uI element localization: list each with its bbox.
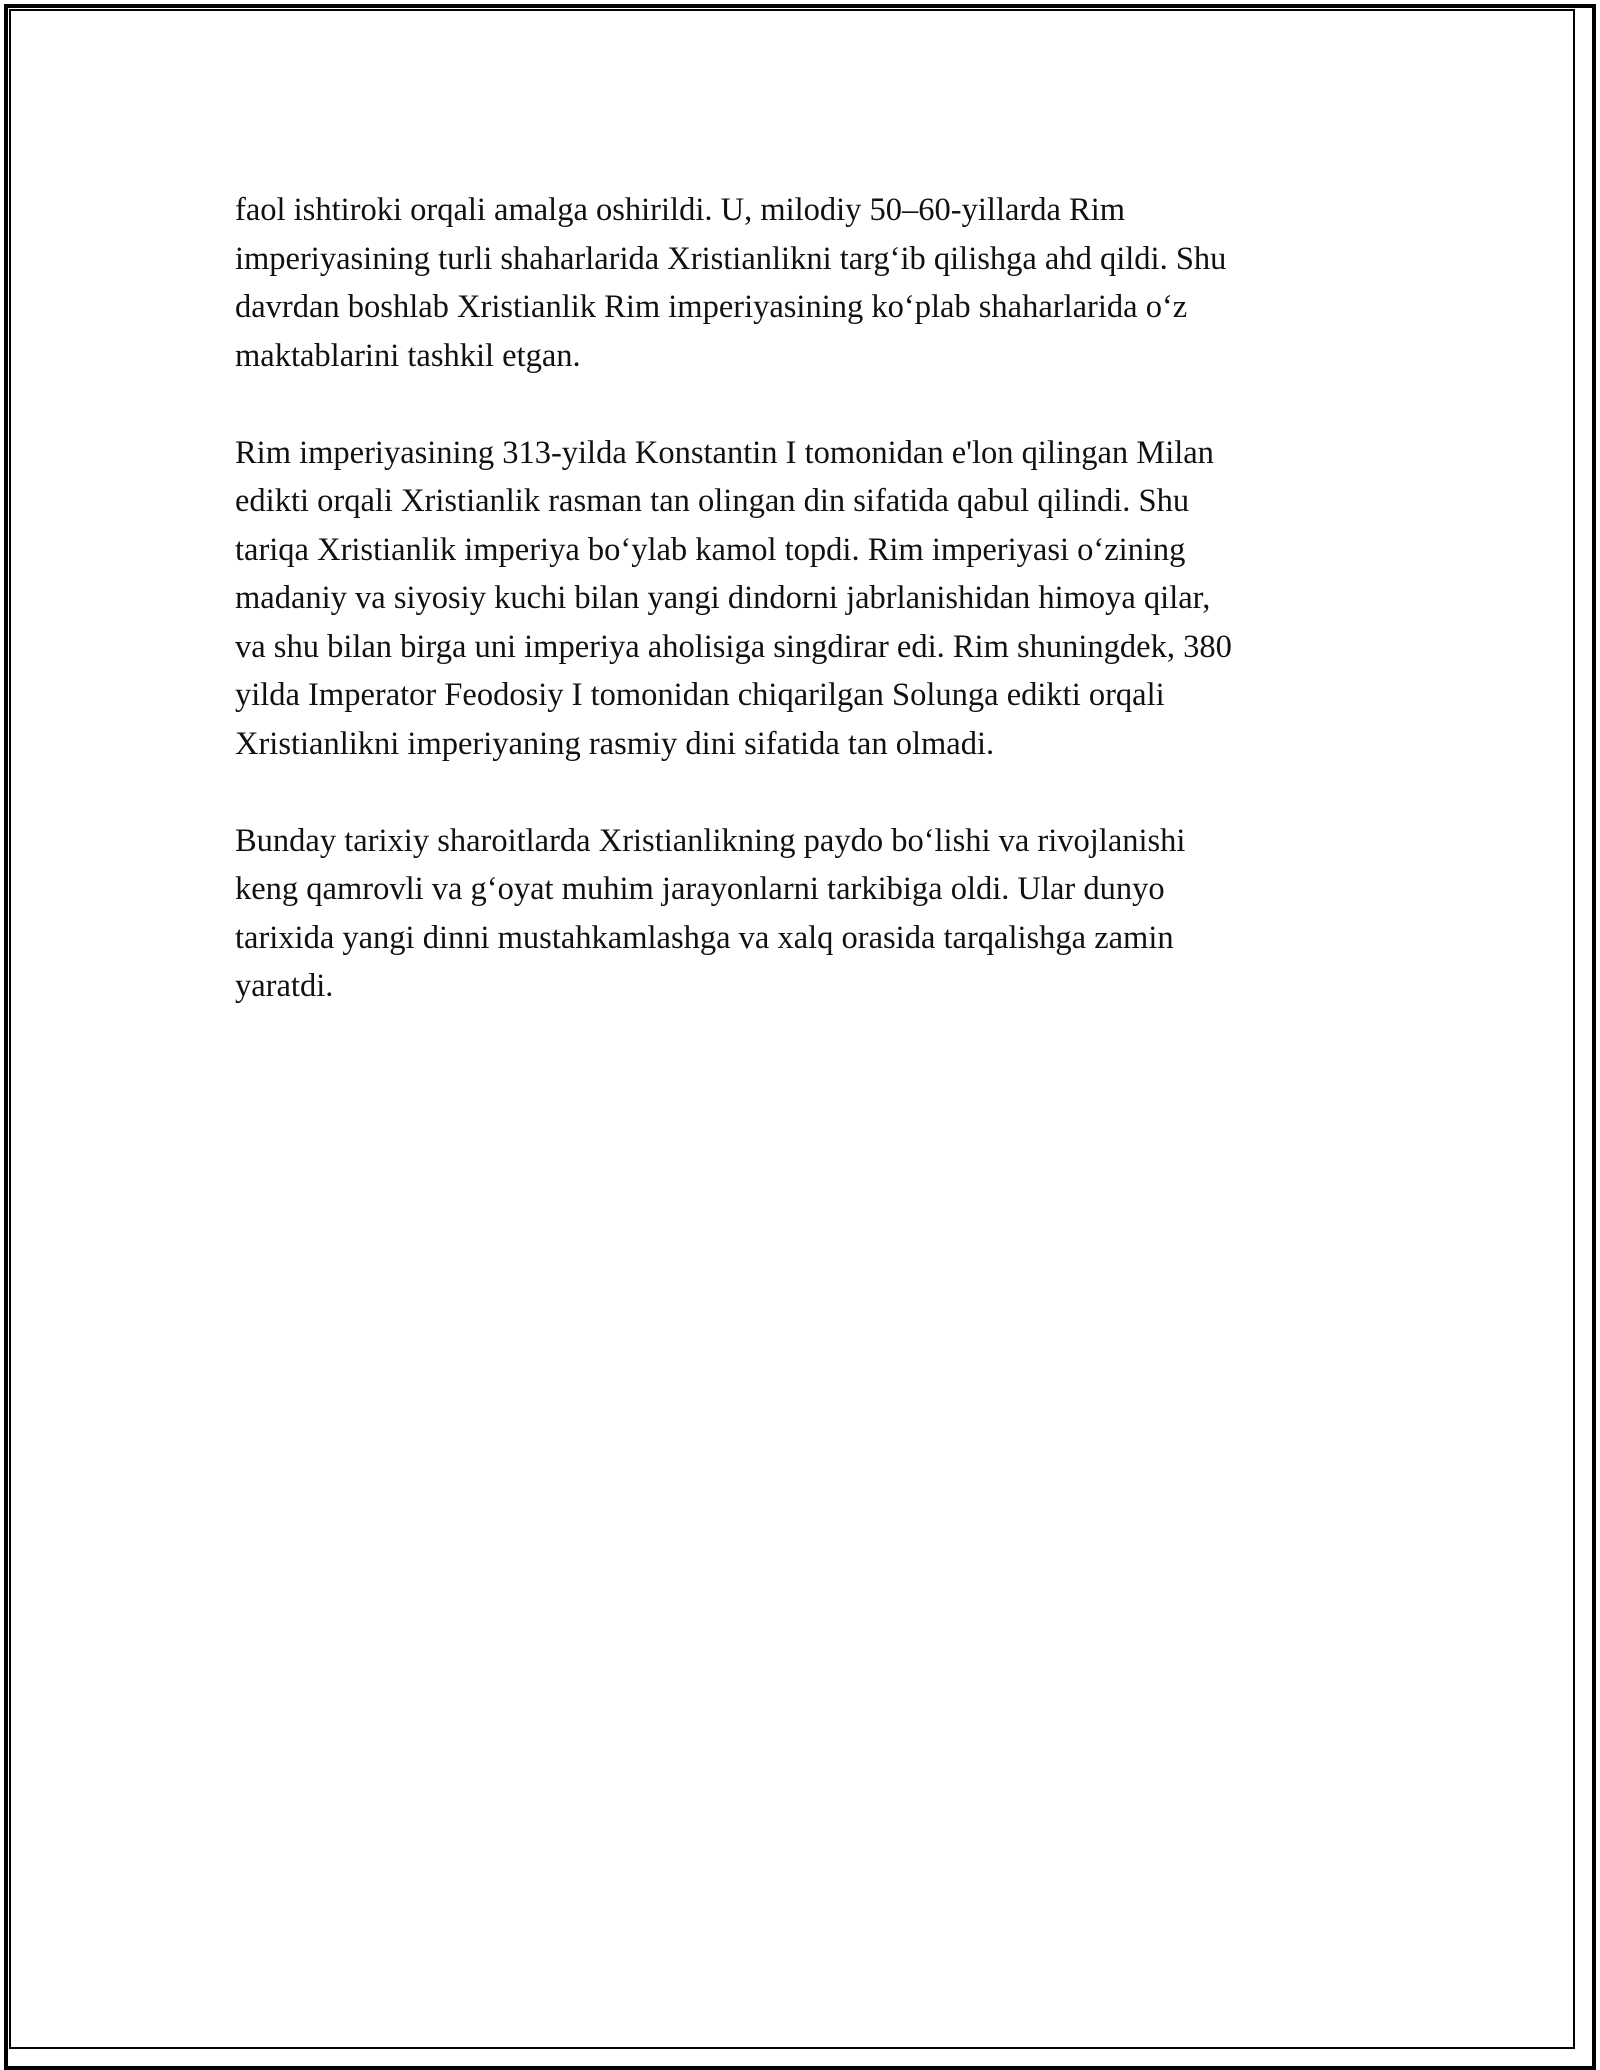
text-line: Xristianlikni imperiyaning rasmiy dini sifatida tan olmadi. (235, 725, 995, 762)
text-line: tarixida yangi dinni mustahkamlashga va xalq orasida tarqalishga zamin (235, 919, 1174, 956)
text-line: tariqa Xristianlik imperiya bo‘ylab kamol topdi. Rim imperiyasi o‘zining (235, 531, 1186, 568)
paragraph (235, 817, 1385, 1011)
text-line: Bunday tarixiy sharoitlarda Xristianlikning paydo bo‘lishi va rivojlanishi (235, 822, 1186, 859)
text-line: faol ishtiroki orqali amalga oshirildi. U, milodiy 50–60-yillarda Rim (235, 192, 1126, 228)
text-line: yilda Imperator Feodosiy I tomonidan chiqarilgan Solunga edikti orqali (235, 677, 1165, 713)
text-line: Rim imperiyasining 313-yilda Konstantin I tomonidan e'lon qilingan Milan (235, 434, 1214, 471)
document-body (235, 186, 1385, 1059)
paragraph (235, 429, 1385, 769)
text-line: yaratdi. (235, 968, 334, 1004)
text-line: davrdan boshlab Xristianlik Rim imperiyasining ko‘plab shaharlarida o‘z (235, 289, 1188, 325)
text-line: edikti orqali Xristianlik rasman tan olingan din sifatida qabul qilindi. Shu (235, 483, 1190, 519)
paragraph (235, 186, 1385, 380)
text-line: va shu bilan birga uni imperiya aholisiga singdirar edi. Rim shuningdek, 380 (235, 628, 1232, 665)
text-line: madaniy va siyosiy kuchi bilan yangi dindorni jabrlanishidan himoya qilar, (235, 580, 1211, 616)
text-line: maktablarini tashkil etgan. (235, 337, 581, 374)
text-line: imperiyasining turli shaharlarida Xristianlikni targ‘ib qilishga ahd qildi. Shu (235, 240, 1227, 277)
text-line: keng qamrovli va g‘oyat muhim jarayonlarni tarkibiga oldi. Ular dunyo (235, 871, 1165, 907)
